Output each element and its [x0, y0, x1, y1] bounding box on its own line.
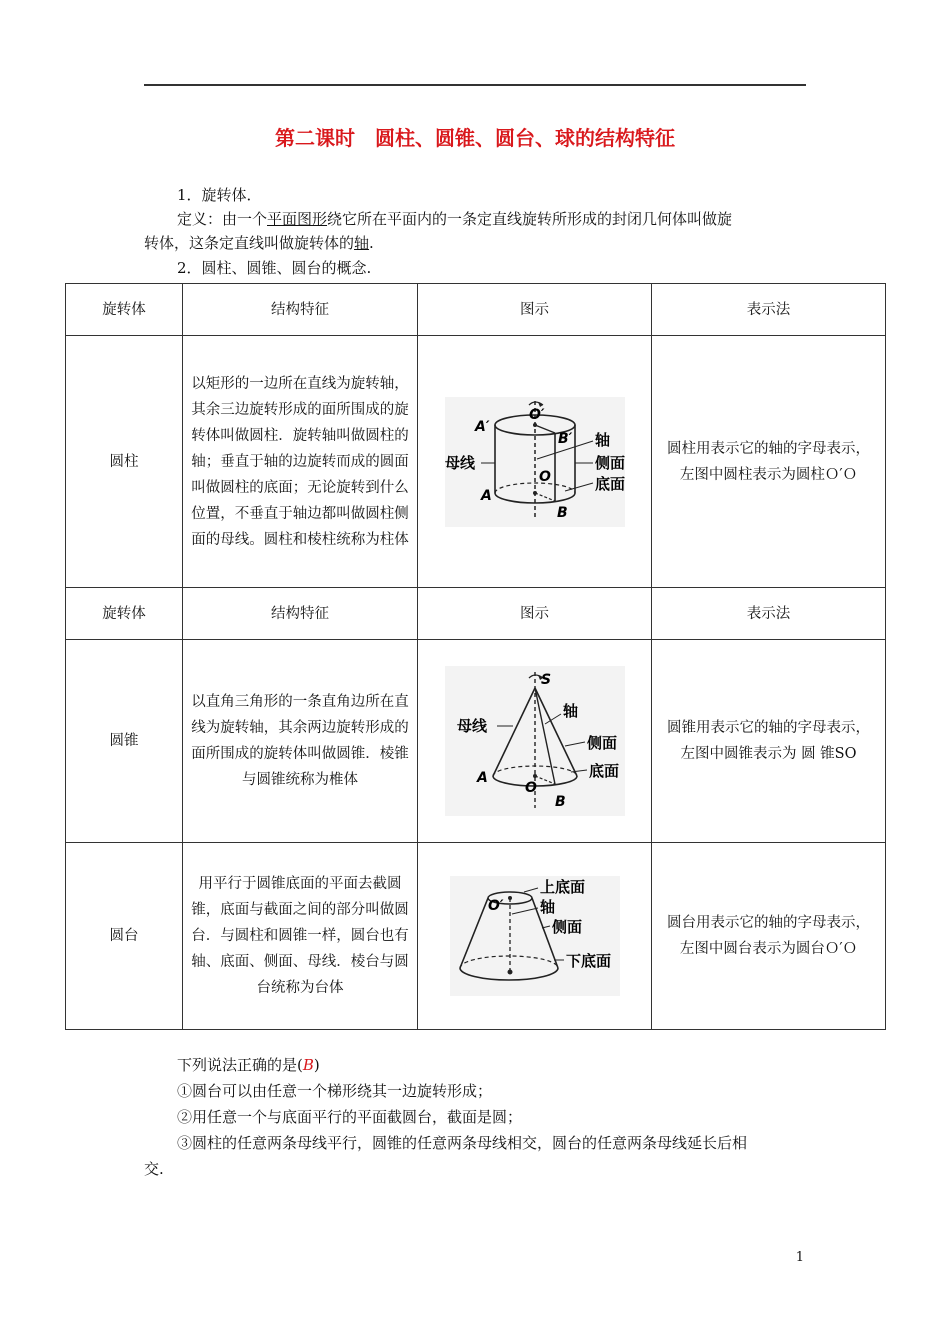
frustum-name: 圆台	[66, 843, 183, 1030]
definition-line2-suffix: .	[369, 234, 374, 252]
table-row-cone	[66, 640, 886, 843]
option-3-line-1: ③圆柱的任意两条母线平行，圆锥的任意两条母线相交，圆台的任意两条母线延长后相	[177, 1134, 748, 1152]
cone-figure	[418, 640, 652, 843]
definition-middle: 绕它所在平面内的一条定直线旋转所形成的封闭几何体叫做旋	[327, 210, 733, 228]
label-cone-base: 底面	[588, 762, 619, 780]
label-B-prime: B′	[557, 430, 572, 447]
header-feature: 结构特征	[183, 284, 418, 336]
header-type: 旋转体	[66, 284, 183, 336]
item-2: 2．圆柱、圆锥、圆台的概念.	[177, 259, 372, 277]
item-1: 1．旋转体．	[177, 186, 262, 204]
label-cone-O: O	[524, 780, 537, 796]
cylinder-name: 圆柱	[66, 336, 183, 588]
label-cone-B: B	[554, 794, 566, 810]
cylinder-diagram	[445, 397, 625, 527]
option-3-line-2: 交.	[144, 1160, 164, 1178]
label-S: S	[540, 672, 551, 688]
question-stem	[177, 1052, 320, 1078]
frustum-notation: 圆台用表示它的轴的字母表示，左图中圆台表示为圆台Ｏ′Ｏ	[652, 843, 886, 1030]
header2-notation: 表示法	[652, 588, 886, 640]
cone-feature: 以直角三角形的一条直角边所在直线为旋转轴，其余两边旋转形成的面所围成的旋转体叫做圆锥．棱锥与圆锥统称为椎体	[183, 640, 418, 843]
page-title: 第二课时 圆柱、圆锥、圆台、球的结构特征	[275, 126, 675, 150]
header2-feature: 结构特征	[183, 588, 418, 640]
table-header-row	[66, 284, 886, 336]
table-header-row-2	[66, 588, 886, 640]
frustum-feature: 用平行于圆锥底面的平面去截圆锥，底面与截面之间的部分叫做圆台．与圆柱和圆锥一样，圆台也有轴、底面、侧面、母线．棱台与圆台统称为台体	[183, 843, 418, 1030]
label-O: O	[538, 468, 551, 485]
cone-diagram	[445, 666, 625, 816]
label-base: 底面	[594, 474, 625, 493]
frustum-diagram	[450, 876, 620, 996]
label-A-prime: A′	[474, 418, 490, 435]
definition-term-axis: 轴	[354, 234, 370, 252]
label-generatrix: 母线	[444, 453, 475, 472]
option-2: ②用任意一个与底面平行的平面截圆台，截面是圆；	[177, 1108, 523, 1126]
label-lateral: 侧面	[594, 453, 625, 472]
header-figure: 图示	[418, 284, 652, 336]
concept-table	[65, 283, 886, 1030]
definition-line2-prefix: 转体，这条定直线叫做旋转体的	[144, 234, 355, 252]
question-stem-suffix: )	[313, 1056, 320, 1074]
label-cone-generatrix: 母线	[456, 717, 487, 735]
label-lower-base: 下底面	[565, 952, 611, 970]
table-row-cylinder	[66, 336, 886, 588]
header-rule	[144, 84, 806, 86]
label-cone-axis: 轴	[562, 702, 578, 720]
cylinder-feature: 以矩形的一边所在直线为旋转轴，其余三边旋转形成的面所围成的旋转体叫做圆柱．旋转轴叫做圆柱的轴；垂直于轴的边旋转而成的圆面叫做圆柱的底面；无论旋转到什么位置，不垂直于轴边都叫做圆柱侧面的母线。圆柱和棱柱统称为柱体	[183, 336, 418, 588]
header2-figure: 图示	[418, 588, 652, 640]
label-O-prime: O′	[528, 406, 545, 423]
label-frustum-axis: 轴	[539, 898, 555, 916]
cylinder-figure	[418, 336, 652, 588]
header2-type: 旋转体	[66, 588, 183, 640]
definition-term-plane-figure: 平面图形	[267, 210, 328, 228]
definition-line-2	[144, 230, 374, 256]
definition-line-1	[177, 206, 732, 232]
table-row-frustum	[66, 843, 886, 1030]
page-number: 1	[795, 1250, 804, 1265]
label-axis: 轴	[594, 430, 610, 449]
label-A: A	[480, 487, 492, 504]
frustum-figure	[418, 843, 652, 1030]
label-B: B	[556, 504, 568, 521]
header-notation: 表示法	[652, 284, 886, 336]
option-1: ①圆台可以由任意一个梯形绕其一边旋转形成；	[177, 1082, 493, 1100]
cone-name: 圆锥	[66, 640, 183, 843]
definition-prefix: 定义：由一个	[177, 210, 268, 228]
question-answer: B	[302, 1056, 314, 1074]
cylinder-notation: 圆柱用表示它的轴的字母表示，左图中圆柱表示为圆柱Ｏ′Ｏ	[652, 336, 886, 588]
label-frustum-O-prime: O′	[487, 898, 504, 914]
question-stem-prefix: 下列说法正确的是(	[177, 1056, 303, 1074]
label-cone-A: A	[476, 770, 488, 786]
label-cone-lateral: 侧面	[586, 734, 617, 752]
cone-notation: 圆锥用表示它的轴的字母表示，左图中圆锥表示为 圆 锥SO	[652, 640, 886, 843]
label-upper-base: 上底面	[539, 878, 585, 896]
label-frustum-lateral: 侧面	[551, 918, 582, 936]
